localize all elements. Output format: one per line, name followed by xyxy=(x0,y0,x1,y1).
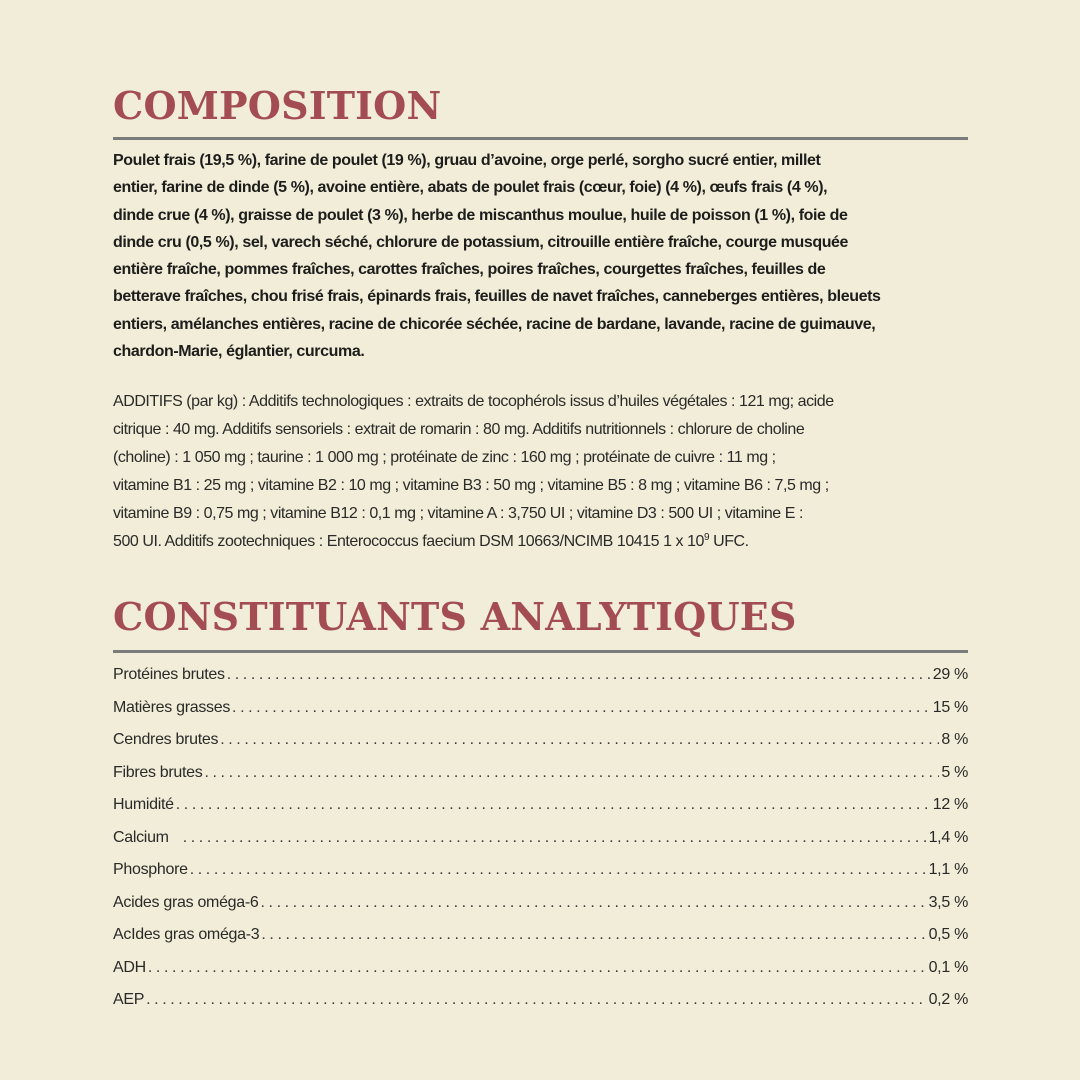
composition-heading: COMPOSITION xyxy=(113,83,442,128)
additives-last-suffix: UFC. xyxy=(709,533,749,550)
analytics-row-omega-6 xyxy=(113,894,968,927)
analytics-row-matieres-grasses xyxy=(113,699,968,732)
dot-leader xyxy=(183,829,927,847)
dot-leader xyxy=(261,894,927,912)
analytics-row-fibres xyxy=(113,764,968,797)
dot-leader xyxy=(204,764,939,782)
row-label: Humidité xyxy=(113,796,174,813)
dot-leader xyxy=(220,731,939,749)
row-value: 3,5 % xyxy=(928,893,968,911)
analytics-row-adh xyxy=(113,959,968,992)
row-label: Cendres brutes xyxy=(113,731,219,748)
analytics-row-proteines xyxy=(113,666,968,699)
dot-leader xyxy=(146,991,926,1009)
analytics-row-humidite xyxy=(113,796,968,829)
row-value: 5 % xyxy=(941,763,968,781)
additives-line: ADDITIFS (par kg) : Additifs technologiques : extraits de tocophérols issus d’huiles végétales : 121 mg; acide xyxy=(113,393,834,410)
row-label: AcIdes gras oméga-3 xyxy=(113,926,260,943)
analytics-row-aep xyxy=(113,991,968,1024)
row-value: 12 % xyxy=(932,796,968,813)
composition-divider xyxy=(113,137,968,140)
nutrition-panel xyxy=(113,0,968,1080)
analytics-row-cendres xyxy=(113,731,968,764)
analytics-list xyxy=(113,666,968,1024)
exponent: 9 xyxy=(704,532,710,543)
additives-line: vitamine B1 : 25 mg ; vitamine B2 : 10 mg ; vitamine B3 : 50 mg ; vitamine B5 : 8 mg ; vitamine B6 : 7,5 mg ; xyxy=(113,477,829,494)
ingredients-text: Poulet frais (19,5 %), farine de poulet (19 %), gruau d’avoine, orge perlé, sorgho sucré entier, millet entier, farine de dinde (5 %), avoine entière, abats de poulet frais (cœur, foie) (4 %), œufs frais (4 %), dinde crue (4 %), graisse de poulet (3 %), herbe de miscanthus moulue, huile de poisson (1 %), foie de dinde cru (0,5 %), sel, varech séché, chlorure de potassium, citrouille entière fraîche, courge musquée entière fraîche, pommes fraîches, carottes fraîches, poires fraîches, courgettes fraîches, feuilles de betterave fraîches, chou frisé frais, épinards frais, feuilles de navet fraîches, canneberges entières, bleuets entiers, amélanches entières, racine de chicorée séchée, racine de bardane, lavande, racine de guimauve, chardon-Marie, églantier, curcuma. xyxy=(113,152,881,361)
row-label: Protéines brutes xyxy=(113,666,225,683)
analytics-divider xyxy=(113,650,968,653)
row-label: Fibres brutes xyxy=(113,763,203,781)
row-label: Calcium xyxy=(113,828,169,846)
row-value: 1,4 % xyxy=(928,828,968,846)
row-label: AEP xyxy=(113,991,145,1008)
dot-leader xyxy=(190,861,927,879)
analytics-heading: CONSTITUANTS ANALYTIQUES xyxy=(113,594,797,639)
analytics-row-omega-3 xyxy=(113,926,968,959)
dot-leader xyxy=(176,796,931,814)
analytics-row-phosphore xyxy=(113,861,968,894)
row-value: 0,2 % xyxy=(928,991,968,1008)
row-value: 29 % xyxy=(932,666,968,683)
additives-line: (choline) : 1 050 mg ; taurine : 1 000 mg ; protéinate de zinc : 160 mg ; protéinate de cuivre : 11 mg ; xyxy=(113,449,776,466)
dot-leader xyxy=(148,959,927,977)
dot-leader xyxy=(261,926,926,944)
row-value: 0,1 % xyxy=(928,958,968,976)
additives-line: citrique : 40 mg. Additifs sensoriels : extrait de romarin : 80 mg. Additifs nutritionnels : chlorure de choline xyxy=(113,421,805,438)
row-label: Matières grasses xyxy=(113,698,231,716)
analytics-row-calcium xyxy=(113,829,968,862)
row-value: 0,5 % xyxy=(928,926,968,943)
row-value: 1,1 % xyxy=(928,861,968,878)
row-label: Acides gras oméga-6 xyxy=(113,893,259,911)
row-label: Phosphore xyxy=(113,861,188,878)
additives-line: vitamine B9 : 0,75 mg ; vitamine B12 : 0,1 mg ; vitamine A : 3,750 UI ; vitamine D3 : 500 UI ; vitamine E : xyxy=(113,505,803,522)
dot-leader xyxy=(232,699,931,717)
row-value: 15 % xyxy=(932,698,968,716)
row-label: ADH xyxy=(113,958,146,976)
additives-text xyxy=(113,388,968,556)
additives-line-last xyxy=(113,528,968,556)
dot-leader xyxy=(227,666,931,684)
additives-last-text: 500 UI. Additifs zootechniques : Enterococcus faecium DSM 10663/NCIMB 10415 1 x 10 xyxy=(113,533,704,550)
row-value: 8 % xyxy=(941,731,968,748)
